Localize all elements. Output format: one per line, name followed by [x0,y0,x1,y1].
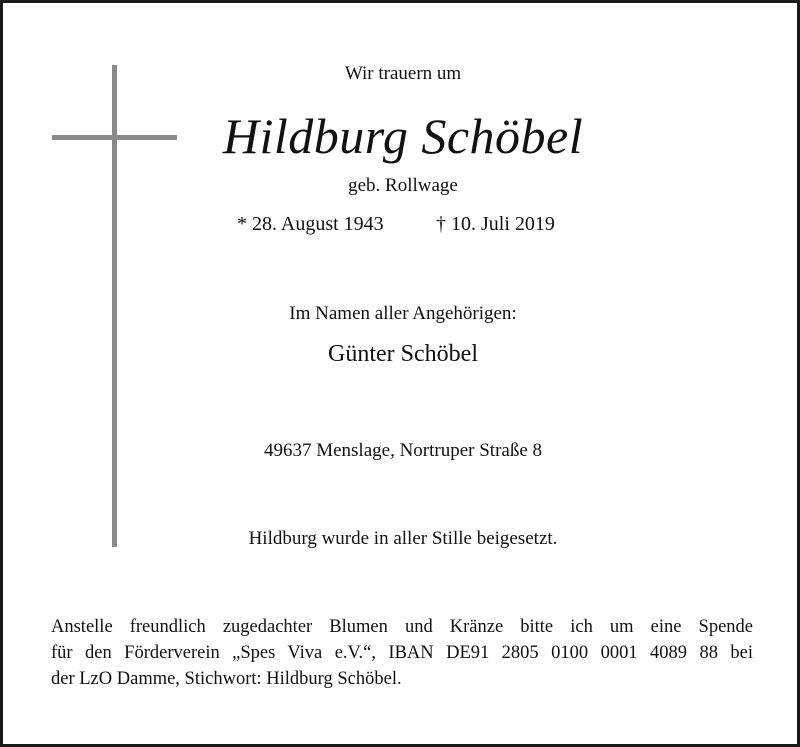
donation-line: für den Förderverein „Spes Viva e.V.“, IBAN DE91 2805 0100 0001 4089 88 bei [51,643,753,663]
donation-line: Anstelle freundlich zugedachter Blumen und Kränze bitte ich um eine Spende [51,617,753,637]
birth-date: * 28. August 1943 [237,213,384,235]
birth-name: geb. Rollwage [348,175,458,196]
intro-text: Wir trauern um [344,63,462,84]
on-behalf-text: Im Namen aller Angehörigen: [289,303,517,324]
burial-note: Hildburg wurde in aller Stille beigesetzt. [248,528,558,549]
signer-name: Günter Schöbel [328,341,478,367]
death-date: † 10. Juli 2019 [436,213,555,235]
address: 49637 Menslage, Nortruper Straße 8 [263,440,543,461]
deceased-name: Hildburg Schöbel [222,108,584,164]
donation-paragraph [51,614,753,692]
donation-line: der LzO Damme, Stichwort: Hildburg Schöbel. [51,669,402,689]
